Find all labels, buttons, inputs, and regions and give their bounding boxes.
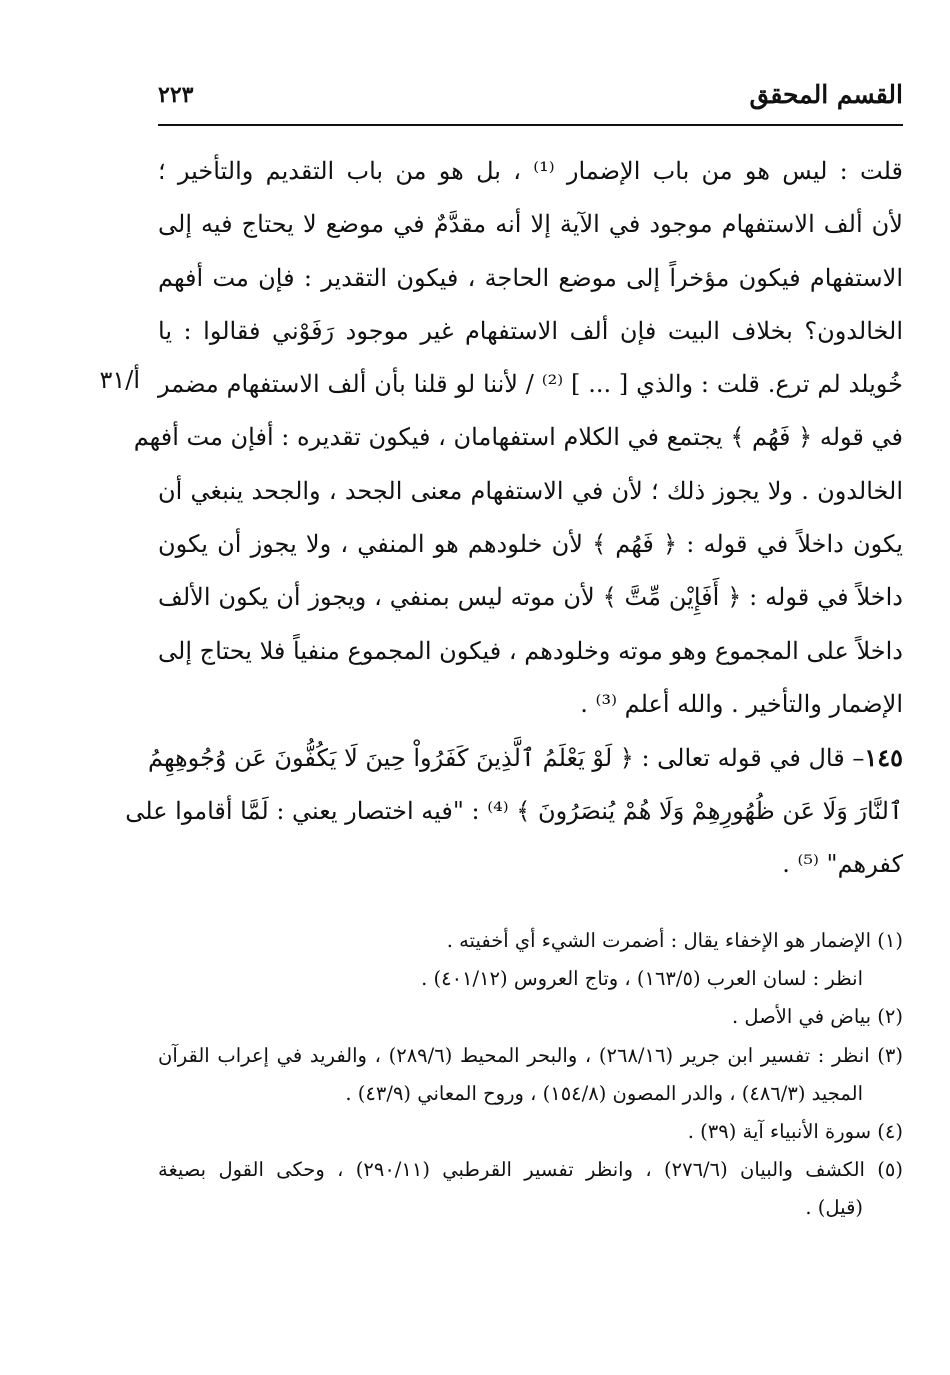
footnote-2: (٢) بياض في الأصل . bbox=[732, 1005, 903, 1029]
page-header bbox=[158, 78, 903, 122]
text-line: الإضمار والتأخير . والله أعلم ⁽³⁾ . bbox=[580, 689, 903, 718]
section-title: القسم المحقق bbox=[749, 80, 903, 109]
text-line: ٱلنَّارَ وَلَا عَن ظُهُورِهِمْ وَلَا هُمْ يُنصَرُونَ ﴾ ⁽⁴⁾ : "فيه اختصار يعني : لَمَّا أقاموا على bbox=[125, 796, 903, 825]
text-line: لأن ألف الاستفهام موجود في الآية إلا أنه مقدَّمٌ في موضع لا يحتاج فيه إلى bbox=[158, 210, 903, 239]
text-line: الخالدون؟ بخلاف البيت فإن ألف الاستفهام غير موجود رَفَوْني فقالوا : يا bbox=[158, 316, 903, 345]
text-line: الاستفهام فيكون مؤخراً إلى موضع الحاجة ، فيكون التقدير : فإن مت أفهم bbox=[158, 263, 903, 292]
item-number: ١٤٥ bbox=[864, 743, 903, 773]
footnotes bbox=[158, 922, 903, 1228]
text-line: يكون داخلاً في قوله : ﴿ فَهُم ﴾ لأن خلودهم هو المنفي ، ولا يجوز أن يكون bbox=[158, 530, 903, 559]
footnote-3: (٣) انظر : تفسير ابن جرير (٢٦٨/١٦) ، والبحر المحيط (٢٨٩/٦) ، والفريد في إعراب القرآن bbox=[158, 1043, 903, 1067]
text-line: الخالدون . ولا يجوز ذلك ؛ لأن في الاستفهام معنى الجحد ، والجحد ينبغي أن bbox=[158, 476, 903, 505]
footnote-1-continued: انظر : لسان العرب (١٦٣/٥) ، وتاج العروس (٤٠١/١٢) . bbox=[421, 967, 863, 991]
text-line: داخلاً في قوله : ﴿ أَفَإِيْن مِّتَّ ﴾ لأن موته ليس بمنفي ، ويجوز أن يكون الألف bbox=[158, 583, 903, 612]
text-line: خُويلد لم ترع. قلت : والذي [ ... ] ⁽²⁾ / لأننا لو قلنا بأن ألف الاستفهام مضمر bbox=[158, 370, 903, 399]
footnote-4: (٤) سورة الأنبياء آية (٣٩) . bbox=[687, 1119, 903, 1143]
footnote-5: (٥) الكشف والبيان (٢٧٦/٦) ، وانظر تفسير القرطبي (٢٩٠/١١) ، وحكى القول بصيغة bbox=[158, 1158, 903, 1182]
item-first-line bbox=[147, 731, 903, 784]
main-text bbox=[125, 145, 904, 891]
page-number: ٢٢٣ bbox=[158, 82, 194, 108]
item-text: – قال في قوله تعالى : ﴿ لَوْ يَعْلَمُ ٱلَّذِينَ كَفَرُواْ حِينَ لَا يَكُفُّونَ عَن وُجُوهِهِمُ bbox=[147, 744, 865, 773]
text-line: قلت : ليس هو من باب الإضمار ⁽¹⁾ ، بل هو من باب التقديم والتأخير ؛ bbox=[158, 157, 904, 185]
text-line: كفرهم" ⁽⁵⁾ . bbox=[782, 849, 903, 878]
text-line: في قوله ﴿ فَهُم ﴾ يجتمع في الكلام استفهامان ، فيكون تقديره : أفإن مت أفهم bbox=[133, 423, 903, 452]
footnote-5-continued: (قيل) . bbox=[805, 1196, 863, 1220]
footnote-3-continued: المجيد (٤٨٦/٣) ، والدر المصون (١٥٤/٨) ، وروح المعاني (٤٣/٩) . bbox=[345, 1081, 863, 1105]
footnote-1: (١) الإضمار هو الإخفاء يقال : أضمرت الشيء أي أخفيته . bbox=[446, 929, 903, 952]
text-line: داخلاً على المجموع وهو موته وخلودهم ، فيكون المجموع منفياً فلا يحتاج إلى bbox=[158, 636, 903, 665]
manuscript-folio-marker: أ/٣١ bbox=[99, 366, 140, 394]
header-divider bbox=[158, 124, 903, 126]
